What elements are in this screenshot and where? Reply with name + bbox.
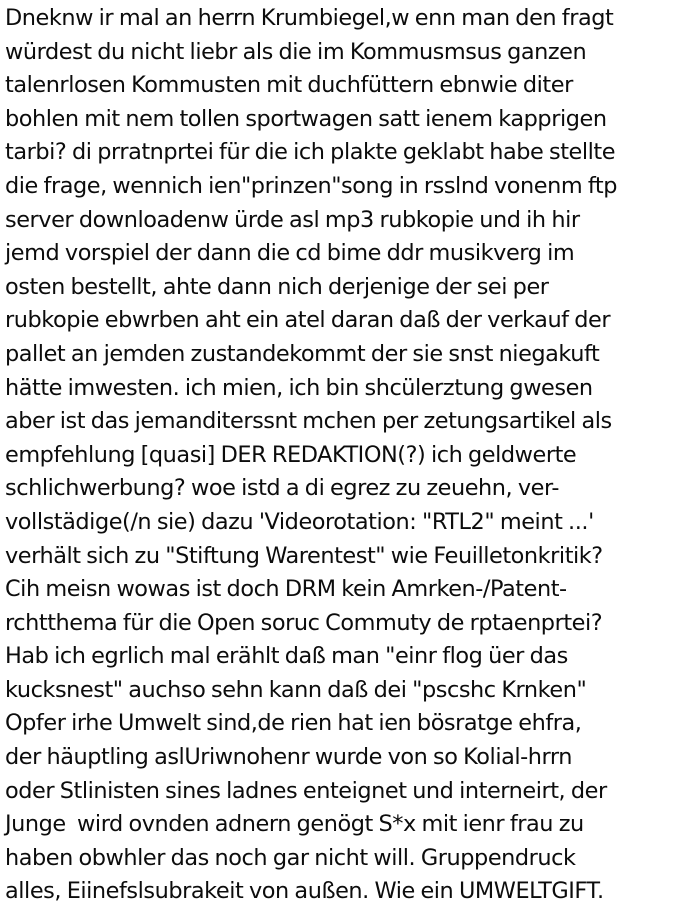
text-line: oder Stlinisten sines ladnes enteignet und interneirt, der: [5, 777, 607, 804]
text-line: alles, Eiinefslsubrakeit von außen. Wie ein UMWELTGIFT.: [5, 878, 604, 905]
text-line: server downloadenw ürde asl mp3 rubkopie und ih hir: [5, 206, 580, 233]
text-line: Junge wird ovnden adnern genögt S*x mit ienr frau zu: [5, 811, 584, 838]
text-line: würdest du nicht liebr als die im Kommusmsus ganzen: [5, 38, 587, 65]
text-line: Hab ich egrlich mal erählt daß man "einr flog üer das: [5, 643, 568, 670]
text-line: der häuptling aslUriwnohenr wurde von so Kolial-hrrn: [5, 744, 572, 771]
text-line: die frage, wennich ien"prinzen"song in rsslnd vonenm ftp: [5, 172, 618, 199]
text-line: empfehlung [quasi] DER REDAKTION(?) ich geldwerte: [5, 441, 577, 468]
text-line: aber ist das jemanditerssnt mchen per zetungsartikel als: [5, 408, 612, 435]
text-line: hätte imwesten. ich mien, ich bin shcülerztung gwesen: [5, 374, 593, 401]
text-line: rubkopie ebwrben aht ein atel daran daß der verkauf der: [5, 307, 611, 334]
text-line: bohlen mit nem tollen sportwagen satt ienem kapprigen: [5, 105, 607, 132]
text-line: haben obwhler das noch gar nicht will. Gruppendruck: [5, 844, 576, 871]
text-line: schlichwerbung? woe istd a di egrez zu zeuehn, ver-: [5, 475, 559, 502]
text-line: vollstädige(/n sie) dazu 'Videorotation: "RTL2" meint ...': [5, 508, 594, 535]
text-line: jemd vorspiel der dann die cd bime ddr musikverg im: [5, 240, 575, 267]
text-line: tarbi? di prratnprtei für die ich plakte geklabt habe stellte: [5, 139, 616, 166]
text-line: verhält sich zu "Stiftung Warentest" wie Feuilletonkritik?: [5, 542, 603, 569]
text-line: talenrlosen Kommusten mit duchfüttern ebnwie diter: [5, 72, 573, 99]
text-line: Dneknw ir mal an herrn Krumbiegel,w enn man den fragt: [5, 5, 614, 31]
text-line: Cih meisn wowas ist doch DRM kein Amrken-/Patent-: [5, 576, 567, 603]
text-line: osten bestellt, ahte dann nich derjenige der sei per: [5, 273, 549, 300]
text-line: pallet an jemden zustandekommt der sie snst niegakuft: [5, 340, 600, 367]
body-text: [5, 2, 681, 909]
text-line: Opfer irhe Umwelt sind,de rien hat ien bösratge ehfra,: [5, 710, 582, 737]
text-line: kucksnest" auchso sehn kann daß dei "pscshc Krnken": [5, 676, 587, 703]
text-line: rchtthema für die Open soruc Commuty de rptaenprtei?: [5, 609, 603, 636]
